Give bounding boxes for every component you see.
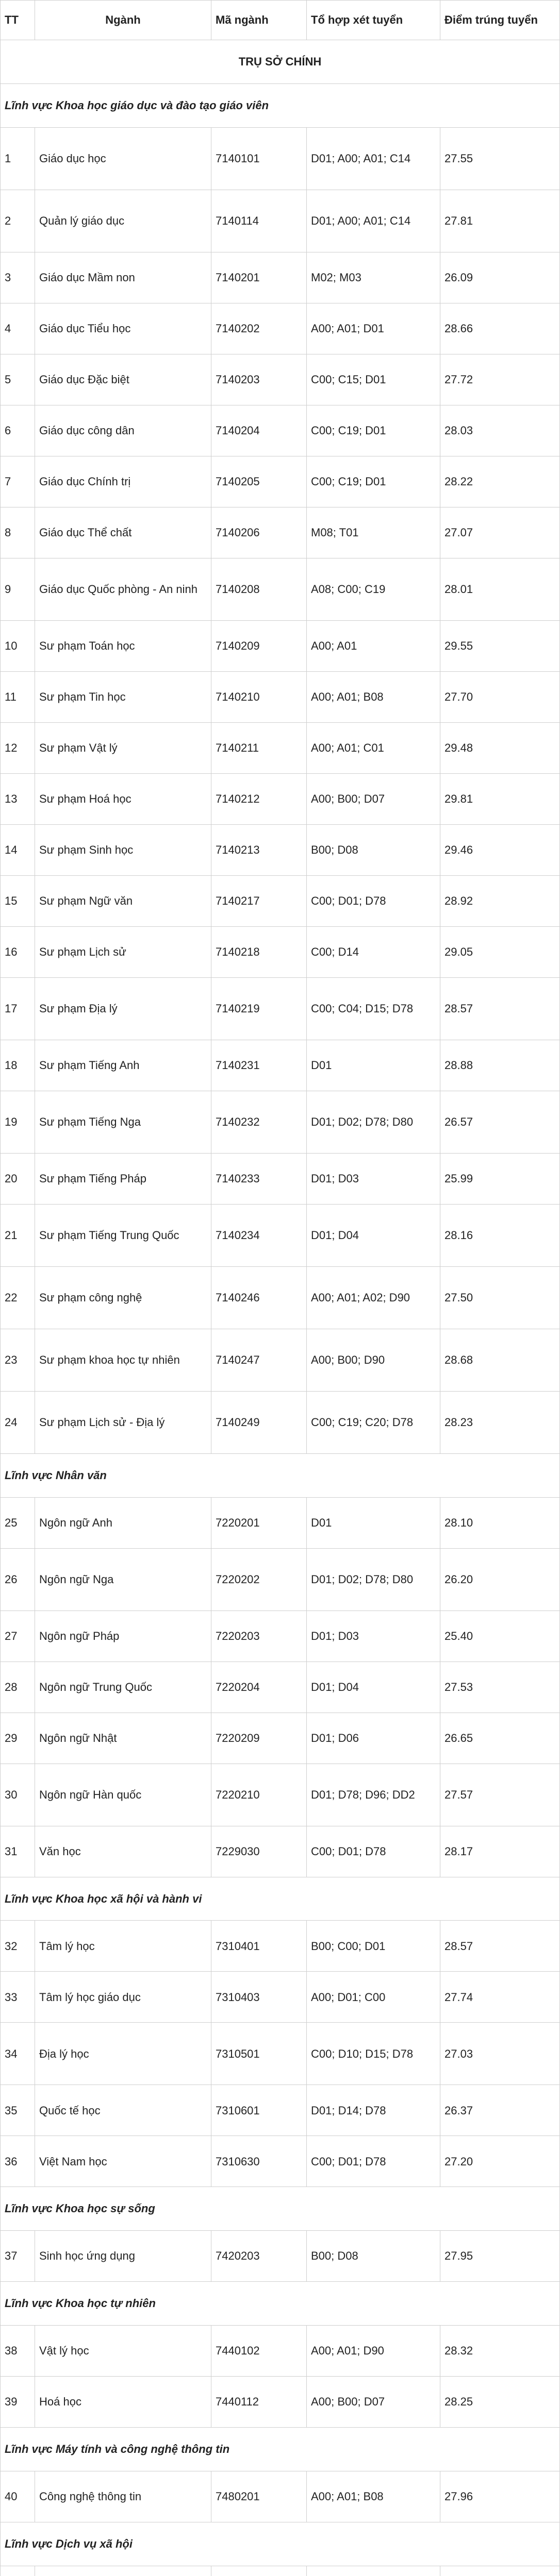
cell-diem: 27.72 — [440, 354, 560, 405]
cell-ma-nganh: 7310601 — [211, 2085, 307, 2136]
cell-tt — [1, 2566, 35, 2576]
cell-tt: 9 — [1, 558, 35, 620]
table-row — [1, 2566, 560, 2576]
table-row — [1, 620, 560, 671]
cell-nganh: Sư phạm Địa lý — [35, 977, 211, 1040]
cell-diem: 26.37 — [440, 2085, 560, 2136]
cell-tt: 11 — [1, 671, 35, 722]
table-row — [1, 354, 560, 405]
cell-diem: 28.88 — [440, 1040, 560, 1091]
cell-ma-nganh: 7220202 — [211, 1548, 307, 1611]
cell-nganh: Giáo dục Đặc biệt — [35, 354, 211, 405]
cell-nganh: Ngôn ngữ Nhật — [35, 1713, 211, 1764]
table-row — [1, 1497, 560, 1548]
cell-diem: 29.46 — [440, 824, 560, 875]
cell-nganh: Sư phạm Toán học — [35, 620, 211, 671]
cell-nganh: Sinh học ứng dụng — [35, 2231, 211, 2282]
cell-tt: 1 — [1, 127, 35, 190]
cell-ma-nganh: 7140213 — [211, 824, 307, 875]
cell-to-hop: D01; D04 — [307, 1662, 440, 1713]
table-row — [1, 2471, 560, 2522]
cell-to-hop: A00; B00; D90 — [307, 1329, 440, 1391]
cell-to-hop: A00; A01; A02; D90 — [307, 1266, 440, 1329]
cell-diem: 28.22 — [440, 456, 560, 507]
cell-tt: 36 — [1, 2136, 35, 2187]
cell-tt: 22 — [1, 1266, 35, 1329]
table-row — [1, 1764, 560, 1826]
cell-ma-nganh: 7140246 — [211, 1266, 307, 1329]
cell-diem: 28.92 — [440, 875, 560, 926]
cell-nganh: Giáo dục Quốc phòng - An ninh — [35, 558, 211, 620]
table-row — [1, 252, 560, 303]
cell-tt: 39 — [1, 2377, 35, 2428]
cell-nganh: Quốc tế học — [35, 2085, 211, 2136]
cell-ma-nganh: 7420203 — [211, 2231, 307, 2282]
cell-ma-nganh: 7220209 — [211, 1713, 307, 1764]
cell-to-hop: A00; A01; B08 — [307, 671, 440, 722]
table-row — [1, 977, 560, 1040]
cell-nganh — [35, 2566, 211, 2576]
group-header-row — [1, 2187, 560, 2231]
group-header-row — [1, 2428, 560, 2471]
cell-ma-nganh: 7220210 — [211, 1764, 307, 1826]
cell-tt: 24 — [1, 1391, 35, 1453]
table-row — [1, 127, 560, 190]
cell-ma-nganh: 7140217 — [211, 875, 307, 926]
cell-to-hop: A00; A01; B08 — [307, 2471, 440, 2522]
table-row — [1, 1204, 560, 1266]
cell-to-hop: C00; C19; C20; D78 — [307, 1391, 440, 1453]
cell-tt: 29 — [1, 1713, 35, 1764]
cell-diem: 25.40 — [440, 1611, 560, 1662]
table-row — [1, 558, 560, 620]
cell-diem: 28.25 — [440, 2377, 560, 2428]
cell-tt: 23 — [1, 1329, 35, 1391]
cell-to-hop: D01 — [307, 1497, 440, 1548]
table-row — [1, 1611, 560, 1662]
cell-nganh: Tâm lý học giáo dục — [35, 1972, 211, 2023]
table-row — [1, 1266, 560, 1329]
cell-to-hop: C00; D01; D78 — [307, 875, 440, 926]
cell-ma-nganh — [211, 2566, 307, 2576]
cell-tt: 19 — [1, 1091, 35, 1153]
group-header-row — [1, 83, 560, 127]
cell-ma-nganh: 7229030 — [211, 1826, 307, 1877]
cell-diem: 28.57 — [440, 977, 560, 1040]
cell-tt: 4 — [1, 303, 35, 354]
cell-to-hop: A00; A01; D01 — [307, 303, 440, 354]
group-title: Lĩnh vực Nhân văn — [1, 1453, 560, 1497]
cell-diem: 25.99 — [440, 1153, 560, 1204]
cell-diem: 28.32 — [440, 2326, 560, 2377]
cell-diem: 28.10 — [440, 1497, 560, 1548]
cell-nganh: Sư phạm Vật lý — [35, 722, 211, 773]
cell-nganh: Giáo dục học — [35, 127, 211, 190]
table-row — [1, 2023, 560, 2085]
cell-to-hop: C00; C04; D15; D78 — [307, 977, 440, 1040]
section-title: TRỤ SỞ CHÍNH — [1, 40, 560, 83]
cell-nganh: Giáo dục Tiểu học — [35, 303, 211, 354]
cell-to-hop: A00; A01 — [307, 620, 440, 671]
cell-ma-nganh: 7140212 — [211, 773, 307, 824]
cell-tt: 7 — [1, 456, 35, 507]
cell-to-hop: D01; D78; D96; DD2 — [307, 1764, 440, 1826]
group-title: Lĩnh vực Khoa học giáo dục và đào tạo giáo viên — [1, 83, 560, 127]
cell-nganh: Sư phạm Lịch sử — [35, 926, 211, 977]
table-row — [1, 190, 560, 252]
cell-to-hop: B00; C00; D01 — [307, 1921, 440, 1972]
table-row — [1, 2231, 560, 2282]
cell-to-hop: M02; M03 — [307, 252, 440, 303]
cell-tt: 13 — [1, 773, 35, 824]
cell-nganh: Văn học — [35, 1826, 211, 1877]
cell-tt: 28 — [1, 1662, 35, 1713]
cell-diem — [440, 2566, 560, 2576]
cell-diem: 27.53 — [440, 1662, 560, 1713]
cell-diem: 27.74 — [440, 1972, 560, 2023]
cell-diem: 27.70 — [440, 671, 560, 722]
cell-nganh: Ngôn ngữ Pháp — [35, 1611, 211, 1662]
cell-nganh: Giáo dục Mầm non — [35, 252, 211, 303]
cell-diem: 27.55 — [440, 127, 560, 190]
cell-ma-nganh: 7140232 — [211, 1091, 307, 1153]
cell-tt: 35 — [1, 2085, 35, 2136]
table-row — [1, 722, 560, 773]
cell-ma-nganh: 7480201 — [211, 2471, 307, 2522]
table-body — [1, 40, 560, 2576]
group-title: Lĩnh vực Khoa học tự nhiên — [1, 2282, 560, 2326]
cell-tt: 15 — [1, 875, 35, 926]
cell-diem: 27.50 — [440, 1266, 560, 1329]
cell-to-hop: B00; D08 — [307, 824, 440, 875]
cell-ma-nganh: 7440102 — [211, 2326, 307, 2377]
table-row — [1, 824, 560, 875]
cell-ma-nganh: 7310401 — [211, 1921, 307, 1972]
cell-diem: 28.03 — [440, 405, 560, 456]
cell-to-hop: C00; D01; D78 — [307, 1826, 440, 1877]
cell-ma-nganh: 7140234 — [211, 1204, 307, 1266]
group-header-row — [1, 2282, 560, 2326]
cell-diem: 29.81 — [440, 773, 560, 824]
cell-nganh: Ngôn ngữ Anh — [35, 1497, 211, 1548]
cell-tt: 8 — [1, 507, 35, 558]
cell-nganh: Ngôn ngữ Nga — [35, 1548, 211, 1611]
cell-tt: 31 — [1, 1826, 35, 1877]
cell-ma-nganh: 7140101 — [211, 127, 307, 190]
cell-ma-nganh: 7140114 — [211, 190, 307, 252]
cell-tt: 16 — [1, 926, 35, 977]
cell-diem: 27.57 — [440, 1764, 560, 1826]
table-row — [1, 1153, 560, 1204]
table-row — [1, 1548, 560, 1611]
cell-nganh: Sư phạm Tiếng Pháp — [35, 1153, 211, 1204]
cell-nganh: Sư phạm Tiếng Trung Quốc — [35, 1204, 211, 1266]
cell-tt: 18 — [1, 1040, 35, 1091]
cell-nganh: Giáo dục công dân — [35, 405, 211, 456]
cell-nganh: Công nghệ thông tin — [35, 2471, 211, 2522]
cell-to-hop: D01; A00; A01; C14 — [307, 127, 440, 190]
cell-to-hop: D01; D14; D78 — [307, 2085, 440, 2136]
cell-ma-nganh: 7220203 — [211, 1611, 307, 1662]
cell-nganh: Giáo dục Thể chất — [35, 507, 211, 558]
cell-ma-nganh: 7310501 — [211, 2023, 307, 2085]
cell-ma-nganh: 7140211 — [211, 722, 307, 773]
cell-nganh: Sư phạm Hoá học — [35, 773, 211, 824]
header-ma-nganh: Mã ngành — [211, 1, 307, 40]
cell-tt: 3 — [1, 252, 35, 303]
table-row — [1, 1972, 560, 2023]
cell-tt: 21 — [1, 1204, 35, 1266]
cell-diem: 27.96 — [440, 2471, 560, 2522]
cell-diem: 27.81 — [440, 190, 560, 252]
cell-tt: 32 — [1, 1921, 35, 1972]
cell-to-hop: D01; D02; D78; D80 — [307, 1091, 440, 1153]
cell-ma-nganh: 7140210 — [211, 671, 307, 722]
cell-ma-nganh: 7220204 — [211, 1662, 307, 1713]
cell-ma-nganh: 7140205 — [211, 456, 307, 507]
cell-diem: 28.17 — [440, 1826, 560, 1877]
group-title: Lĩnh vực Máy tính và công nghệ thông tin — [1, 2428, 560, 2471]
cell-nganh: Sư phạm công nghệ — [35, 1266, 211, 1329]
cell-tt: 5 — [1, 354, 35, 405]
table-row — [1, 2377, 560, 2428]
cell-to-hop: D01; D04 — [307, 1204, 440, 1266]
header-to-hop: Tổ hợp xét tuyển — [307, 1, 440, 40]
cell-to-hop: A00; B00; D07 — [307, 2377, 440, 2428]
cell-nganh: Địa lý học — [35, 2023, 211, 2085]
cell-tt: 25 — [1, 1497, 35, 1548]
cell-to-hop: A00; D01; C00 — [307, 1972, 440, 2023]
section-header-row — [1, 40, 560, 83]
cell-diem: 26.65 — [440, 1713, 560, 1764]
table-row — [1, 507, 560, 558]
cell-nganh: Giáo dục Chính trị — [35, 456, 211, 507]
cell-ma-nganh: 7140202 — [211, 303, 307, 354]
cell-tt: 40 — [1, 2471, 35, 2522]
cell-to-hop: C00; D01; D78 — [307, 2136, 440, 2187]
cell-nganh: Việt Nam học — [35, 2136, 211, 2187]
cell-diem: 28.16 — [440, 1204, 560, 1266]
cell-ma-nganh: 7140218 — [211, 926, 307, 977]
cell-nganh: Quản lý giáo dục — [35, 190, 211, 252]
table-row — [1, 2326, 560, 2377]
cell-diem: 26.57 — [440, 1091, 560, 1153]
cell-to-hop: D01; D02; D78; D80 — [307, 1548, 440, 1611]
group-title: Lĩnh vực Khoa học sự sống — [1, 2187, 560, 2231]
cell-tt: 26 — [1, 1548, 35, 1611]
cell-to-hop: A00; B00; D07 — [307, 773, 440, 824]
cell-to-hop: M08; T01 — [307, 507, 440, 558]
cell-ma-nganh: 7310403 — [211, 1972, 307, 2023]
table-row — [1, 926, 560, 977]
table-row — [1, 1713, 560, 1764]
cell-to-hop: C00; C19; D01 — [307, 405, 440, 456]
cell-tt: 2 — [1, 190, 35, 252]
table-row — [1, 303, 560, 354]
cell-nganh: Sư phạm Tin học — [35, 671, 211, 722]
cell-diem: 27.20 — [440, 2136, 560, 2187]
table-row — [1, 1040, 560, 1091]
group-header-row — [1, 2522, 560, 2566]
cell-tt: 34 — [1, 2023, 35, 2085]
cell-tt: 30 — [1, 1764, 35, 1826]
cell-tt: 38 — [1, 2326, 35, 2377]
cell-diem: 26.09 — [440, 252, 560, 303]
cell-diem: 29.48 — [440, 722, 560, 773]
group-header-row — [1, 1877, 560, 1921]
cell-diem: 28.57 — [440, 1921, 560, 1972]
cell-ma-nganh: 7310630 — [211, 2136, 307, 2187]
cell-nganh: Sư phạm Sinh học — [35, 824, 211, 875]
cell-to-hop: B00; D08 — [307, 2231, 440, 2282]
cell-nganh: Sư phạm Lịch sử - Địa lý — [35, 1391, 211, 1453]
cell-nganh: Ngôn ngữ Trung Quốc — [35, 1662, 211, 1713]
table-header-row — [1, 1, 560, 40]
cell-ma-nganh: 7140233 — [211, 1153, 307, 1204]
table-row — [1, 405, 560, 456]
table-row — [1, 875, 560, 926]
table-row — [1, 2085, 560, 2136]
cell-tt: 33 — [1, 1972, 35, 2023]
cell-diem: 28.68 — [440, 1329, 560, 1391]
cell-to-hop: C00; C19; D01 — [307, 456, 440, 507]
table-row — [1, 1662, 560, 1713]
cell-ma-nganh: 7140206 — [211, 507, 307, 558]
cell-to-hop: D01; D06 — [307, 1713, 440, 1764]
cell-ma-nganh: 7140247 — [211, 1329, 307, 1391]
table-row — [1, 1391, 560, 1453]
cell-to-hop: A00; A01; D90 — [307, 2326, 440, 2377]
group-title: Lĩnh vực Dịch vụ xã hội — [1, 2522, 560, 2566]
table-row — [1, 1921, 560, 1972]
cell-nganh: Sư phạm Tiếng Anh — [35, 1040, 211, 1091]
cell-tt: 20 — [1, 1153, 35, 1204]
table-row — [1, 1091, 560, 1153]
cell-tt: 12 — [1, 722, 35, 773]
table-row — [1, 1329, 560, 1391]
cell-nganh: Hoá học — [35, 2377, 211, 2428]
cell-to-hop — [307, 2566, 440, 2576]
cell-nganh: Vật lý học — [35, 2326, 211, 2377]
cell-tt: 14 — [1, 824, 35, 875]
table-row — [1, 1826, 560, 1877]
cell-diem: 27.07 — [440, 507, 560, 558]
cell-diem: 28.66 — [440, 303, 560, 354]
cell-diem: 29.05 — [440, 926, 560, 977]
header-nganh: Ngành — [35, 1, 211, 40]
cell-ma-nganh: 7440112 — [211, 2377, 307, 2428]
cell-diem: 27.03 — [440, 2023, 560, 2085]
group-header-row — [1, 1453, 560, 1497]
cell-to-hop: D01; A00; A01; C14 — [307, 190, 440, 252]
cell-to-hop: C00; C15; D01 — [307, 354, 440, 405]
cell-tt: 6 — [1, 405, 35, 456]
table-row — [1, 456, 560, 507]
cell-tt: 27 — [1, 1611, 35, 1662]
cell-to-hop: D01 — [307, 1040, 440, 1091]
cell-to-hop: D01; D03 — [307, 1611, 440, 1662]
cell-diem: 29.55 — [440, 620, 560, 671]
cell-diem: 26.20 — [440, 1548, 560, 1611]
cell-ma-nganh: 7140231 — [211, 1040, 307, 1091]
cell-nganh: Ngôn ngữ Hàn quốc — [35, 1764, 211, 1826]
cell-ma-nganh: 7220201 — [211, 1497, 307, 1548]
cell-ma-nganh: 7140249 — [211, 1391, 307, 1453]
group-title: Lĩnh vực Khoa học xã hội và hành vi — [1, 1877, 560, 1921]
cell-to-hop: A00; A01; C01 — [307, 722, 440, 773]
header-diem: Điểm trúng tuyển — [440, 1, 560, 40]
cell-tt: 10 — [1, 620, 35, 671]
cell-ma-nganh: 7140219 — [211, 977, 307, 1040]
cell-nganh: Sư phạm Ngữ văn — [35, 875, 211, 926]
cell-tt: 17 — [1, 977, 35, 1040]
cell-tt: 37 — [1, 2231, 35, 2282]
cell-ma-nganh: 7140209 — [211, 620, 307, 671]
cell-nganh: Tâm lý học — [35, 1921, 211, 1972]
header-tt: TT — [1, 1, 35, 40]
table-row — [1, 2136, 560, 2187]
cell-ma-nganh: 7140208 — [211, 558, 307, 620]
cell-diem: 28.23 — [440, 1391, 560, 1453]
cell-diem: 28.01 — [440, 558, 560, 620]
cell-to-hop: C00; D10; D15; D78 — [307, 2023, 440, 2085]
cell-to-hop: D01; D03 — [307, 1153, 440, 1204]
cell-ma-nganh: 7140203 — [211, 354, 307, 405]
table-row — [1, 773, 560, 824]
cell-diem: 27.95 — [440, 2231, 560, 2282]
cell-to-hop: C00; D14 — [307, 926, 440, 977]
cell-nganh: Sư phạm Tiếng Nga — [35, 1091, 211, 1153]
table-row — [1, 671, 560, 722]
cell-ma-nganh: 7140201 — [211, 252, 307, 303]
cell-to-hop: A08; C00; C19 — [307, 558, 440, 620]
cell-nganh: Sư phạm khoa học tự nhiên — [35, 1329, 211, 1391]
cell-ma-nganh: 7140204 — [211, 405, 307, 456]
